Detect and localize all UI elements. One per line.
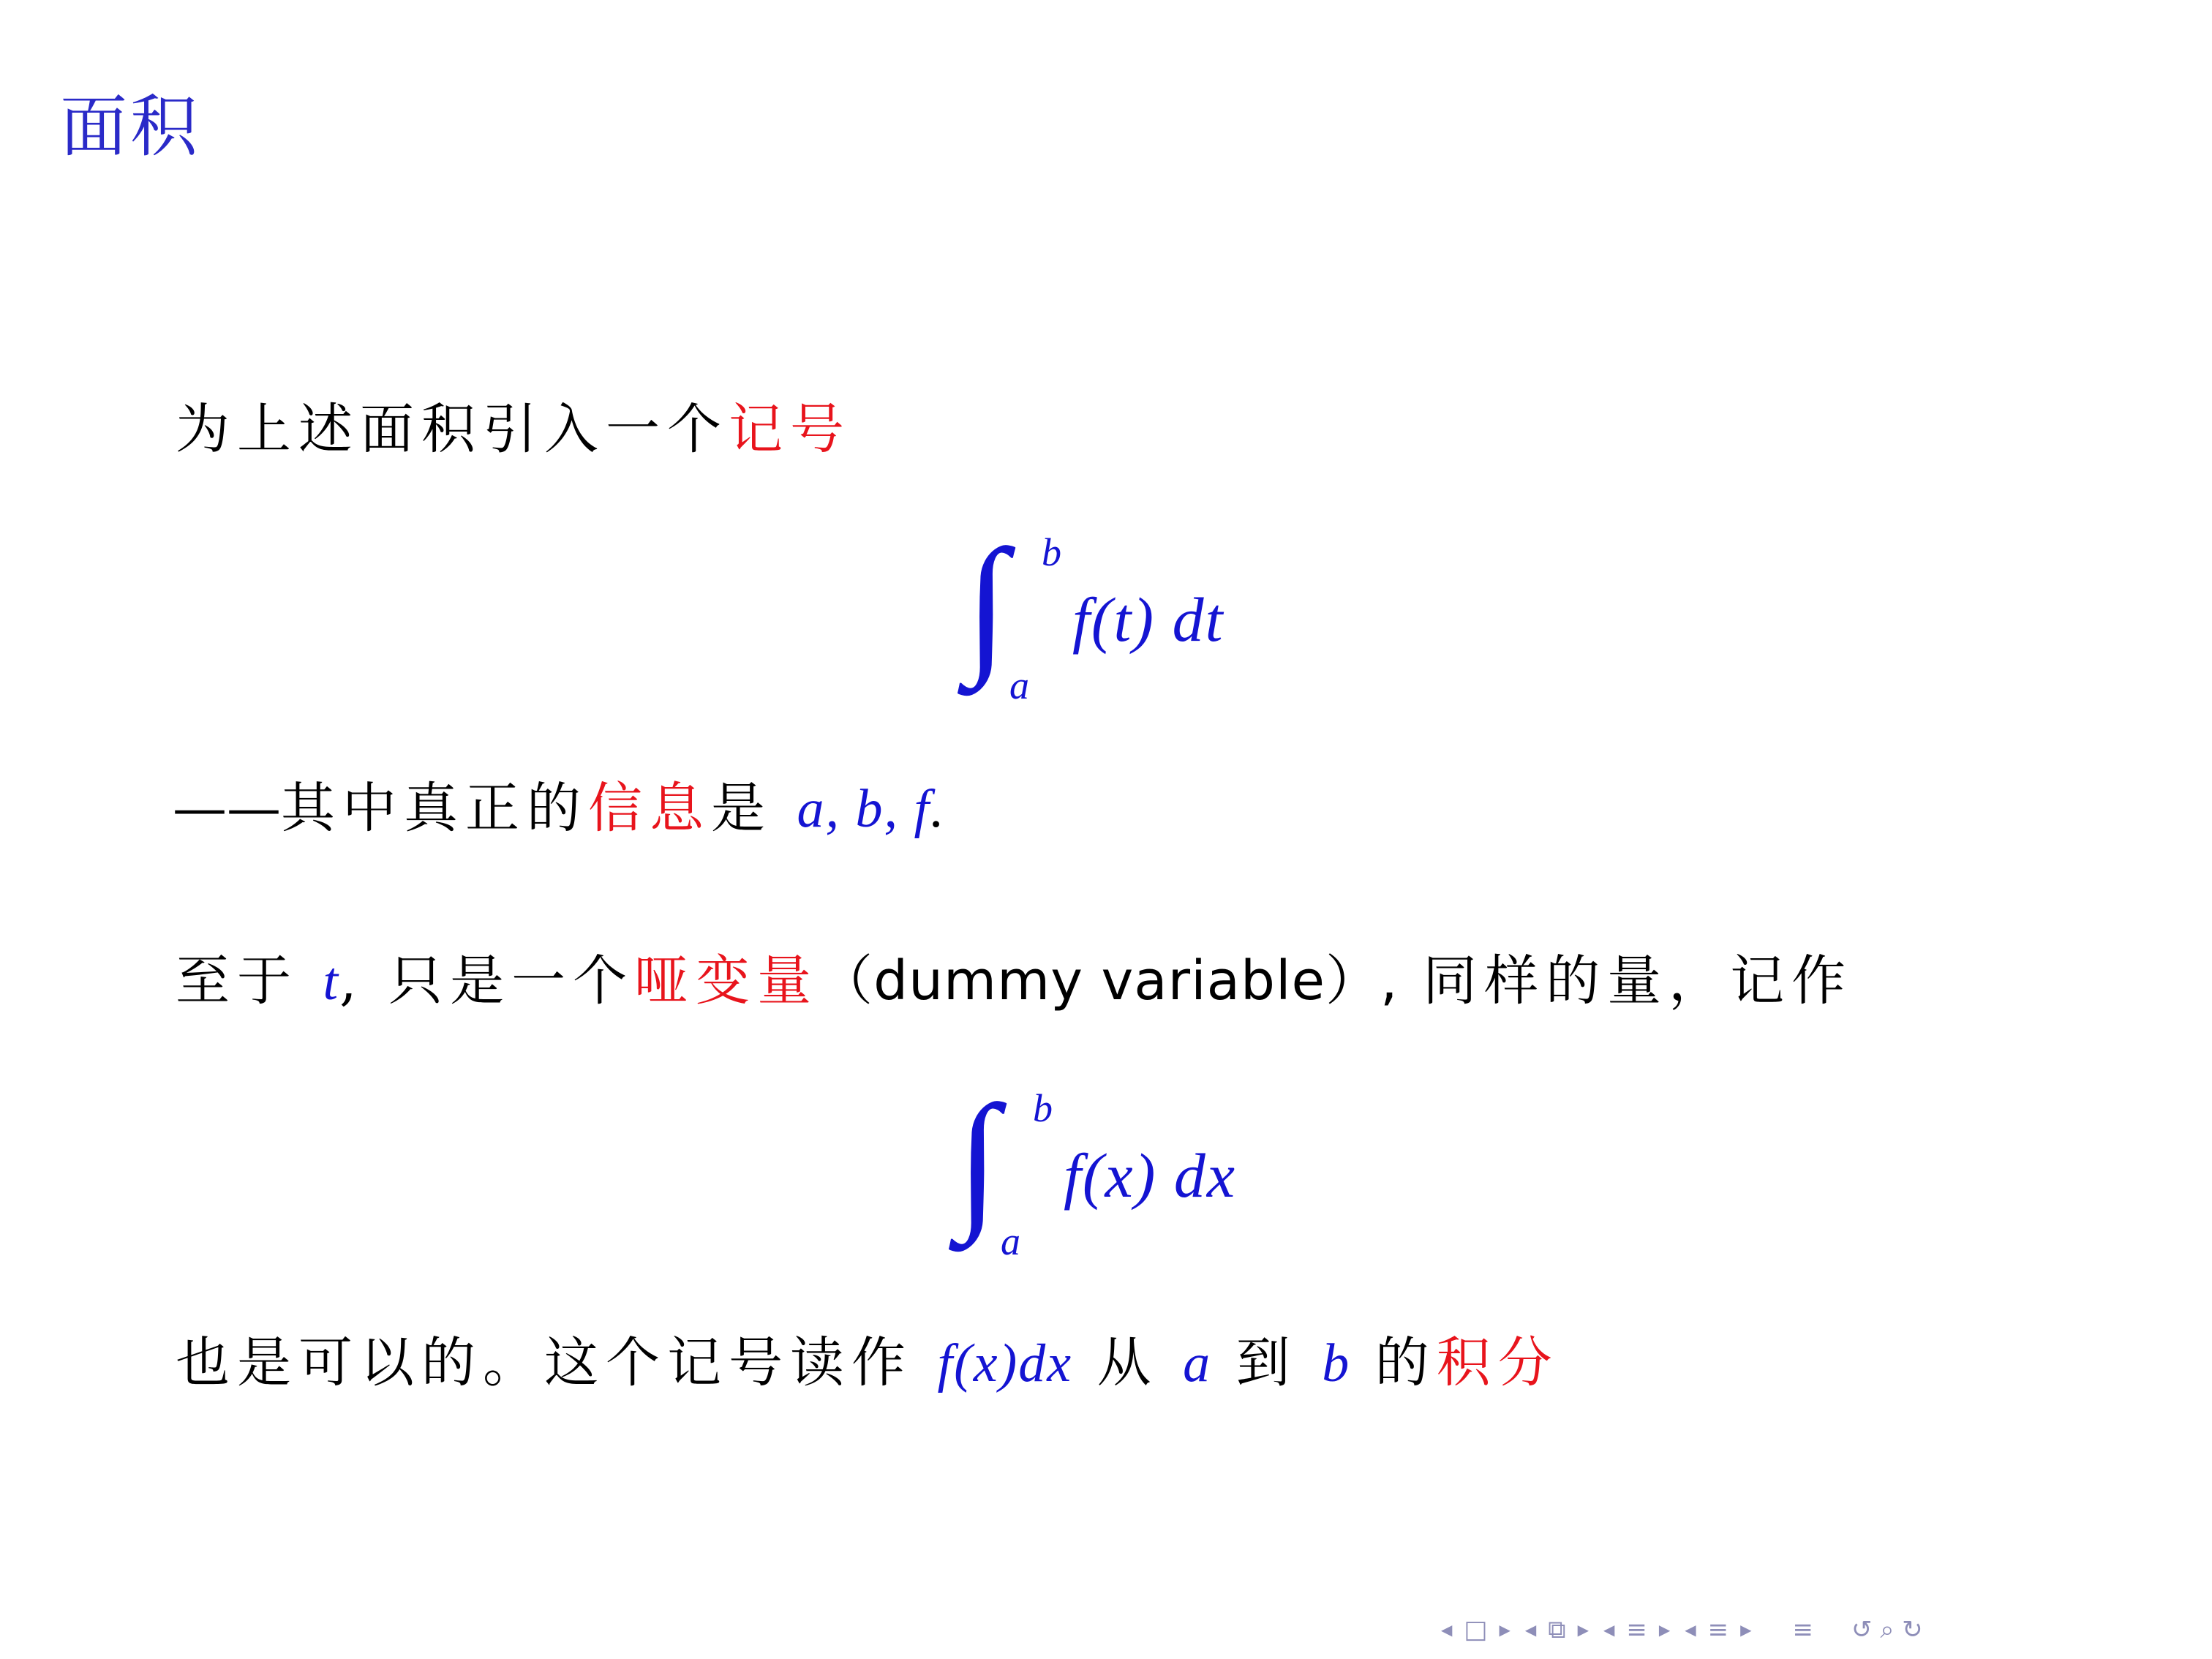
page-title: 面积 (60, 88, 201, 166)
beamer-navigation-bar (1434, 1615, 1927, 1644)
prev-section-arrow-icon[interactable]: ◀ (1603, 1621, 1615, 1639)
to-text: 到 (1235, 1331, 1298, 1394)
prev-frame-arrow-icon[interactable]: ◀ (1441, 1621, 1453, 1639)
of-text: 的 (1374, 1331, 1437, 1394)
integral-t (966, 519, 1273, 717)
next-frame-arrow-icon[interactable]: ▶ (1499, 1621, 1511, 1639)
upper-bound-b: b (1322, 1333, 1351, 1393)
integral-lower-limit: a (1001, 1219, 1020, 1263)
integral-x (957, 1075, 1279, 1273)
integral-sign: ∫ (966, 519, 1008, 688)
comma: , (339, 949, 364, 1012)
appendix-icon[interactable]: ≡ (1792, 1615, 1814, 1644)
variable-t: t (323, 952, 340, 1012)
as-for-text: 至于 (176, 949, 298, 1012)
dummy-variable-term: 哑变量 (634, 949, 819, 1012)
integrand: f(t) dt (1072, 584, 1224, 655)
integral-upper-limit: b (1042, 530, 1061, 574)
intro-line (176, 398, 851, 461)
frame-icon[interactable]: □ (1464, 1615, 1488, 1644)
em-dash: —— (173, 777, 281, 840)
integral-term: 积分 (1436, 1331, 1560, 1394)
period: . (930, 779, 946, 839)
integrand: f(x) dx (1064, 1140, 1237, 1211)
notation-term: 记号 (729, 398, 851, 461)
from-text: 从 (1096, 1331, 1159, 1394)
only-one-text: 只是一个 (388, 949, 635, 1012)
next-subsection-arrow-icon[interactable]: ▶ (1577, 1621, 1589, 1639)
lower-bound-a: a (1183, 1333, 1212, 1393)
integral-lower-limit: a (1009, 663, 1029, 707)
subsection-icon[interactable]: ≡ (1707, 1615, 1729, 1644)
next-section-arrow-icon[interactable]: ▶ (1658, 1621, 1671, 1639)
same-quantity-text: 同样的量，记作 (1423, 949, 1854, 1012)
is-text: 是 (711, 777, 772, 840)
integral-upper-limit: b (1033, 1086, 1053, 1130)
subsection-frames-icon[interactable]: ⧉ (1548, 1615, 1566, 1644)
information-text: 其中真正的 (281, 777, 588, 840)
integral-sign: ∫ (957, 1075, 999, 1244)
dummy-variable-english: （dummy variable）, (819, 949, 1399, 1012)
prev-part-arrow-icon[interactable]: ◀ (1685, 1621, 1696, 1639)
information-term: 信息 (588, 777, 711, 840)
expression-fxdx: f(x)dx (937, 1333, 1073, 1393)
intro-text: 为上述面积引入一个 (176, 398, 729, 461)
prev-subsection-arrow-icon[interactable]: ◀ (1524, 1621, 1537, 1639)
reading-text: 也是可以的。这个记号读作 (176, 1331, 913, 1394)
next-part-arrow-icon[interactable]: ▶ (1740, 1621, 1752, 1639)
section-icon[interactable]: ≡ (1626, 1615, 1647, 1644)
reading-line (176, 1331, 1560, 1394)
information-line (173, 777, 946, 840)
variables-abf: a, b, f (797, 779, 931, 839)
dummy-variable-line (176, 949, 1854, 1012)
search-back-forward-icon[interactable]: ↺ ⌕ ↻ (1851, 1615, 1923, 1644)
